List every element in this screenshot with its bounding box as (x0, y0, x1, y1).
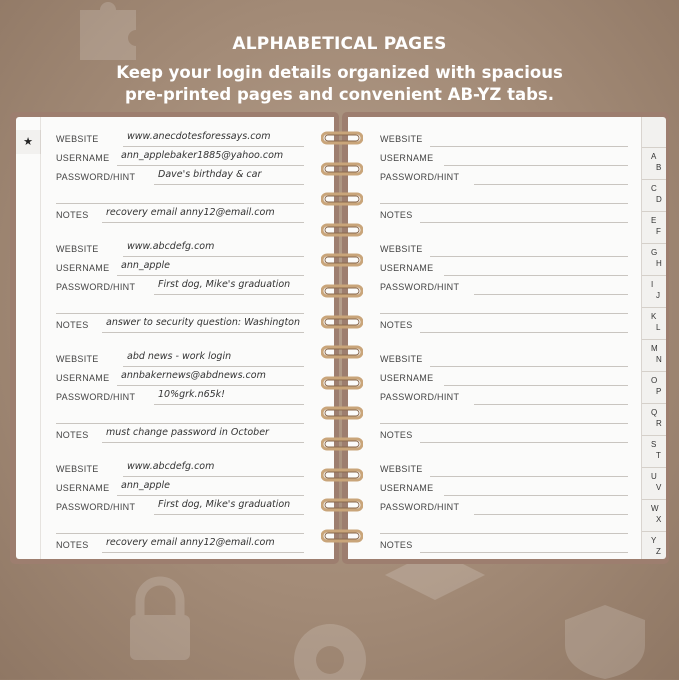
tab-letter: E (651, 216, 657, 225)
blank-write-line[interactable] (380, 203, 628, 204)
right-website-row (380, 354, 628, 368)
left-notes-row (56, 317, 304, 334)
tab-letter: X (656, 515, 662, 524)
tab-op[interactable] (642, 371, 666, 402)
page-subtitle (0, 62, 679, 106)
spiral-ring (321, 468, 363, 482)
tab-letter: S (651, 440, 657, 449)
website-write-line[interactable] (123, 476, 304, 477)
blank-write-line[interactable] (56, 313, 304, 314)
password-label: PASSWORD/HINT (380, 172, 460, 182)
spiral-ring (321, 315, 363, 329)
left-website-row (56, 461, 304, 478)
tab-letter: P (656, 387, 662, 396)
notes-label: NOTES (380, 430, 413, 440)
website-write-line[interactable] (123, 146, 304, 147)
password-write-line[interactable] (154, 404, 304, 405)
left-website-row (56, 131, 304, 148)
password-write-line[interactable] (154, 294, 304, 295)
tab-letter: Z (656, 547, 661, 556)
username-write-line[interactable] (444, 385, 628, 386)
notes-write-line[interactable] (102, 442, 304, 443)
username-label: USERNAME (380, 263, 434, 273)
subtitle-line-2: pre-printed pages and convenient AB-YZ tabs. (124, 85, 555, 104)
right-username-row (380, 263, 628, 277)
right-password-row (380, 502, 628, 516)
tab-letter: Y (651, 536, 657, 545)
tab-st[interactable] (642, 435, 666, 466)
website-write-line[interactable] (123, 256, 304, 257)
spiral-ring (321, 131, 363, 145)
password-write-line[interactable] (474, 184, 628, 185)
alphabet-tabs (641, 117, 666, 559)
password-write-line[interactable] (154, 184, 304, 185)
tab-wx[interactable] (642, 499, 666, 530)
blank-write-line[interactable] (56, 203, 304, 204)
left-username-row (56, 370, 304, 387)
spiral-ring (321, 406, 363, 420)
tab-cd[interactable] (642, 179, 666, 210)
notes-write-line[interactable] (420, 552, 628, 553)
blank-write-line[interactable] (380, 313, 628, 314)
blank-write-line[interactable] (380, 533, 628, 534)
username-label: USERNAME (56, 483, 110, 493)
website-write-line[interactable] (430, 146, 628, 147)
password-handwritten-value: First dog, Mike's graduation (158, 499, 291, 510)
website-label: WEBSITE (380, 464, 423, 474)
tab-letter: R (656, 419, 662, 428)
notes-label: NOTES (380, 540, 413, 550)
username-write-line[interactable] (444, 275, 628, 276)
left-password-row (56, 279, 304, 296)
tab-kl[interactable] (642, 307, 666, 338)
tab-letter: O (651, 376, 658, 385)
website-write-line[interactable] (123, 366, 304, 367)
tab-letter: A (651, 152, 657, 161)
notes-write-line[interactable] (420, 222, 628, 223)
spiral-ring (321, 253, 363, 267)
right-website-row (380, 244, 628, 258)
right-username-row (380, 483, 628, 497)
subtitle-line-1: Keep your login details organized with spacious (116, 63, 563, 82)
username-handwritten-value: ann_applebaker1885@yahoo.com (121, 150, 284, 161)
password-label: PASSWORD/HINT (56, 282, 136, 292)
password-handwritten-value: First dog, Mike's graduation (158, 279, 291, 290)
password-write-line[interactable] (154, 514, 304, 515)
right-username-row (380, 373, 628, 387)
tab-letter: B (656, 163, 662, 172)
spiral-ring (321, 529, 363, 543)
username-label: USERNAME (56, 263, 110, 273)
spiral-ring (321, 498, 363, 512)
username-write-line[interactable] (444, 165, 628, 166)
right-website-row (380, 134, 628, 148)
username-label: USERNAME (56, 373, 110, 383)
notes-write-line[interactable] (420, 332, 628, 333)
username-label: USERNAME (380, 483, 434, 493)
notes-handwritten-value: must change password in October (106, 427, 269, 438)
left-website-row (56, 241, 304, 258)
tab-letter: G (651, 248, 658, 257)
notes-label: NOTES (56, 430, 89, 440)
tab-letter: F (656, 227, 661, 236)
right-notes-row (380, 430, 628, 444)
tab-gh[interactable] (642, 243, 666, 274)
website-handwritten-value: www.abcdefg.com (127, 461, 215, 472)
password-label: PASSWORD/HINT (56, 172, 136, 182)
tab-letter: V (656, 483, 662, 492)
username-write-line[interactable] (117, 275, 304, 276)
notes-label: NOTES (56, 210, 89, 220)
password-label: PASSWORD/HINT (380, 392, 460, 402)
username-write-line[interactable] (444, 495, 628, 496)
tab-ef[interactable] (642, 211, 666, 242)
website-handwritten-value: www.anecdotesforessays.com (127, 131, 271, 142)
username-write-line[interactable] (117, 385, 304, 386)
notes-write-line[interactable] (102, 552, 304, 553)
spiral-ring (321, 162, 363, 176)
left-notes-row (56, 207, 304, 224)
password-label: PASSWORD/HINT (380, 502, 460, 512)
tab-qr[interactable] (642, 403, 666, 434)
tab-letter: L (656, 323, 661, 332)
password-label: PASSWORD/HINT (380, 282, 460, 292)
tab-ij[interactable] (642, 275, 666, 306)
website-label: WEBSITE (380, 244, 423, 254)
password-write-line[interactable] (474, 404, 628, 405)
spiral-ring (321, 284, 363, 298)
username-handwritten-value: ann_apple (121, 260, 170, 271)
website-write-line[interactable] (430, 366, 628, 367)
tab-uv[interactable] (642, 467, 666, 498)
tab-letter: D (656, 195, 662, 204)
tab-letter: Q (651, 408, 658, 417)
notes-write-line[interactable] (420, 442, 628, 443)
right-password-row (380, 282, 628, 296)
website-write-line[interactable] (430, 476, 628, 477)
website-handwritten-value: www.abcdefg.com (127, 241, 215, 252)
right-website-row (380, 464, 628, 478)
star-tab[interactable]: ★ (16, 130, 41, 154)
username-label: USERNAME (380, 153, 434, 163)
left-password-row (56, 169, 304, 186)
tab-letter: U (651, 472, 657, 481)
left-notes-row (56, 427, 304, 444)
tab-letter: N (656, 355, 662, 364)
password-write-line[interactable] (474, 514, 628, 515)
left-website-row (56, 351, 304, 368)
tab-letter: J (656, 291, 660, 300)
right-password-row (380, 172, 628, 186)
tab-yz[interactable] (642, 531, 666, 558)
username-write-line[interactable] (117, 495, 304, 496)
left-username-row (56, 480, 304, 497)
website-label: WEBSITE (56, 244, 99, 254)
username-handwritten-value: annbakernews@abdnews.com (121, 370, 266, 381)
left-notes-row (56, 537, 304, 554)
right-username-row (380, 153, 628, 167)
notes-handwritten-value: answer to security question: Washington (106, 317, 301, 328)
shield-icon (560, 600, 650, 679)
right-notes-row (380, 320, 628, 334)
website-handwritten-value: abd news - work login (127, 351, 232, 362)
username-label: USERNAME (56, 153, 110, 163)
lock-icon (120, 575, 200, 665)
website-label: WEBSITE (56, 464, 99, 474)
notes-label: NOTES (56, 320, 89, 330)
tab-ab[interactable] (642, 147, 666, 178)
left-password-row (56, 389, 304, 406)
password-label: PASSWORD/HINT (56, 502, 136, 512)
notes-handwritten-value: recovery email anny12@email.com (106, 207, 275, 218)
spiral-ring (321, 437, 363, 451)
left-username-row (56, 150, 304, 167)
spiral-ring (321, 376, 363, 390)
blank-write-line[interactable] (380, 423, 628, 424)
tab-letter: M (651, 344, 658, 353)
tab-letter: W (651, 504, 659, 513)
username-write-line[interactable] (117, 165, 304, 166)
password-handwritten-value: 10%grk.n65k! (158, 389, 225, 400)
notes-write-line[interactable] (102, 222, 304, 223)
website-label: WEBSITE (380, 134, 423, 144)
website-write-line[interactable] (430, 256, 628, 257)
tab-letter: I (651, 280, 654, 289)
password-write-line[interactable] (474, 294, 628, 295)
notes-write-line[interactable] (102, 332, 304, 333)
blank-write-line[interactable] (56, 423, 304, 424)
right-password-row (380, 392, 628, 406)
right-notes-row (380, 540, 628, 554)
page-title: ALPHABETICAL PAGES (232, 34, 447, 54)
tab-letter: C (651, 184, 657, 193)
notes-label: NOTES (380, 210, 413, 220)
notes-label: NOTES (380, 320, 413, 330)
notes-handwritten-value: recovery email anny12@email.com (106, 537, 275, 548)
username-handwritten-value: ann_apple (121, 480, 170, 491)
website-label: WEBSITE (56, 354, 99, 364)
tab-mn[interactable] (642, 339, 666, 370)
website-label: WEBSITE (56, 134, 99, 144)
left-password-row (56, 499, 304, 516)
tab-letter: T (656, 451, 661, 460)
blank-write-line[interactable] (56, 533, 304, 534)
spiral-ring (321, 192, 363, 206)
left-margin-line (40, 117, 41, 559)
password-handwritten-value: Dave's birthday & car (158, 169, 262, 180)
gear-icon (280, 610, 380, 680)
tab-letter: H (656, 259, 662, 268)
spiral-ring (321, 345, 363, 359)
notes-label: NOTES (56, 540, 89, 550)
tab-letter: K (651, 312, 657, 321)
password-label: PASSWORD/HINT (56, 392, 136, 402)
spiral-ring (321, 223, 363, 237)
left-username-row (56, 260, 304, 277)
right-notes-row (380, 210, 628, 224)
username-label: USERNAME (380, 373, 434, 383)
website-label: WEBSITE (380, 354, 423, 364)
